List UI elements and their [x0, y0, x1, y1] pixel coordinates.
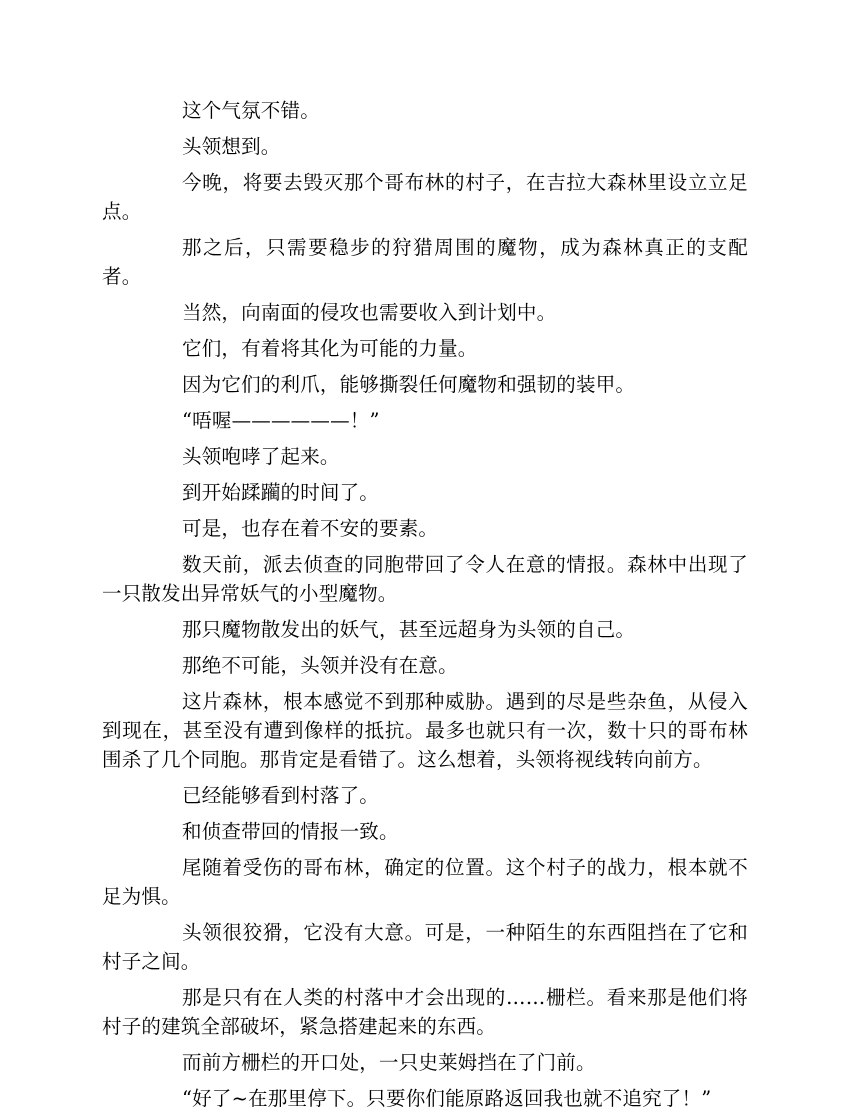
paragraph: 到开始蹂躏的时间了。	[182, 481, 380, 504]
paragraph: 那是只有在人类的村落中才会出现的……栅栏。看来那是他们将村子的建筑全部破坏，紧急搭建起来的东西。	[102, 986, 748, 1038]
paragraph: 这个气氛不错。	[182, 99, 320, 122]
paragraph: 那只魔物散发出的妖气，甚至远超身为头领的自己。	[182, 618, 636, 641]
paragraph: 当然，向南面的侵攻也需要收入到计划中。	[182, 301, 557, 324]
paragraph: 尾随着受伤的哥布林，确定的位置。这个村子的战力，根本就不足为惧。	[102, 856, 748, 908]
paragraph: 那绝不可能，头领并没有在意。	[182, 654, 458, 677]
paragraph: 头领咆哮了起来。	[182, 445, 340, 468]
paragraph: 那之后，只需要稳步的狩猎周围的魔物，成为森林真正的支配者。	[102, 236, 748, 288]
paragraph: 而前方栅栏的开口处，一只史莱姆挡在了门前。	[182, 1051, 596, 1074]
paragraph: 这片森林，根本感觉不到那种威胁。遇到的尽是些杂鱼，从侵入到现在，甚至没有遭到像样的抵抗。最多也就只有一次，数十只的哥布林围杀了几个同胞。那肯定是看错了。这么想着，头领将视线转向前方。	[102, 690, 748, 771]
body-text	[102, 96, 748, 1120]
paragraph: 可是，也存在着不安的要素。	[182, 517, 439, 540]
paragraph: 今晚，将要去毁灭那个哥布林的村子，在吉拉大森林里设立立足点。	[102, 171, 748, 223]
paragraph: 头领想到。	[182, 135, 281, 158]
paragraph: 数天前，派去侦查的同胞带回了令人在意的情报。森林中出现了一只散发出异常妖气的小型魔物。	[102, 553, 748, 605]
paragraph: 头领很狡猾，它没有大意。可是，一种陌生的东西阻挡在了它和村子之间。	[102, 921, 748, 973]
paragraph: “唔喔——————！”	[182, 409, 380, 432]
paragraph: “好了~在那里停下。只要你们能原路返回我也就不追究了！”	[182, 1087, 712, 1110]
paragraph: 它们，有着将其化为可能的力量。	[182, 337, 478, 360]
paragraph: 已经能够看到村落了。	[182, 784, 380, 807]
paragraph: 因为它们的利爪，能够撕裂任何魔物和强韧的装甲。	[182, 373, 636, 396]
paragraph: 和侦查带回的情报一致。	[182, 820, 399, 843]
